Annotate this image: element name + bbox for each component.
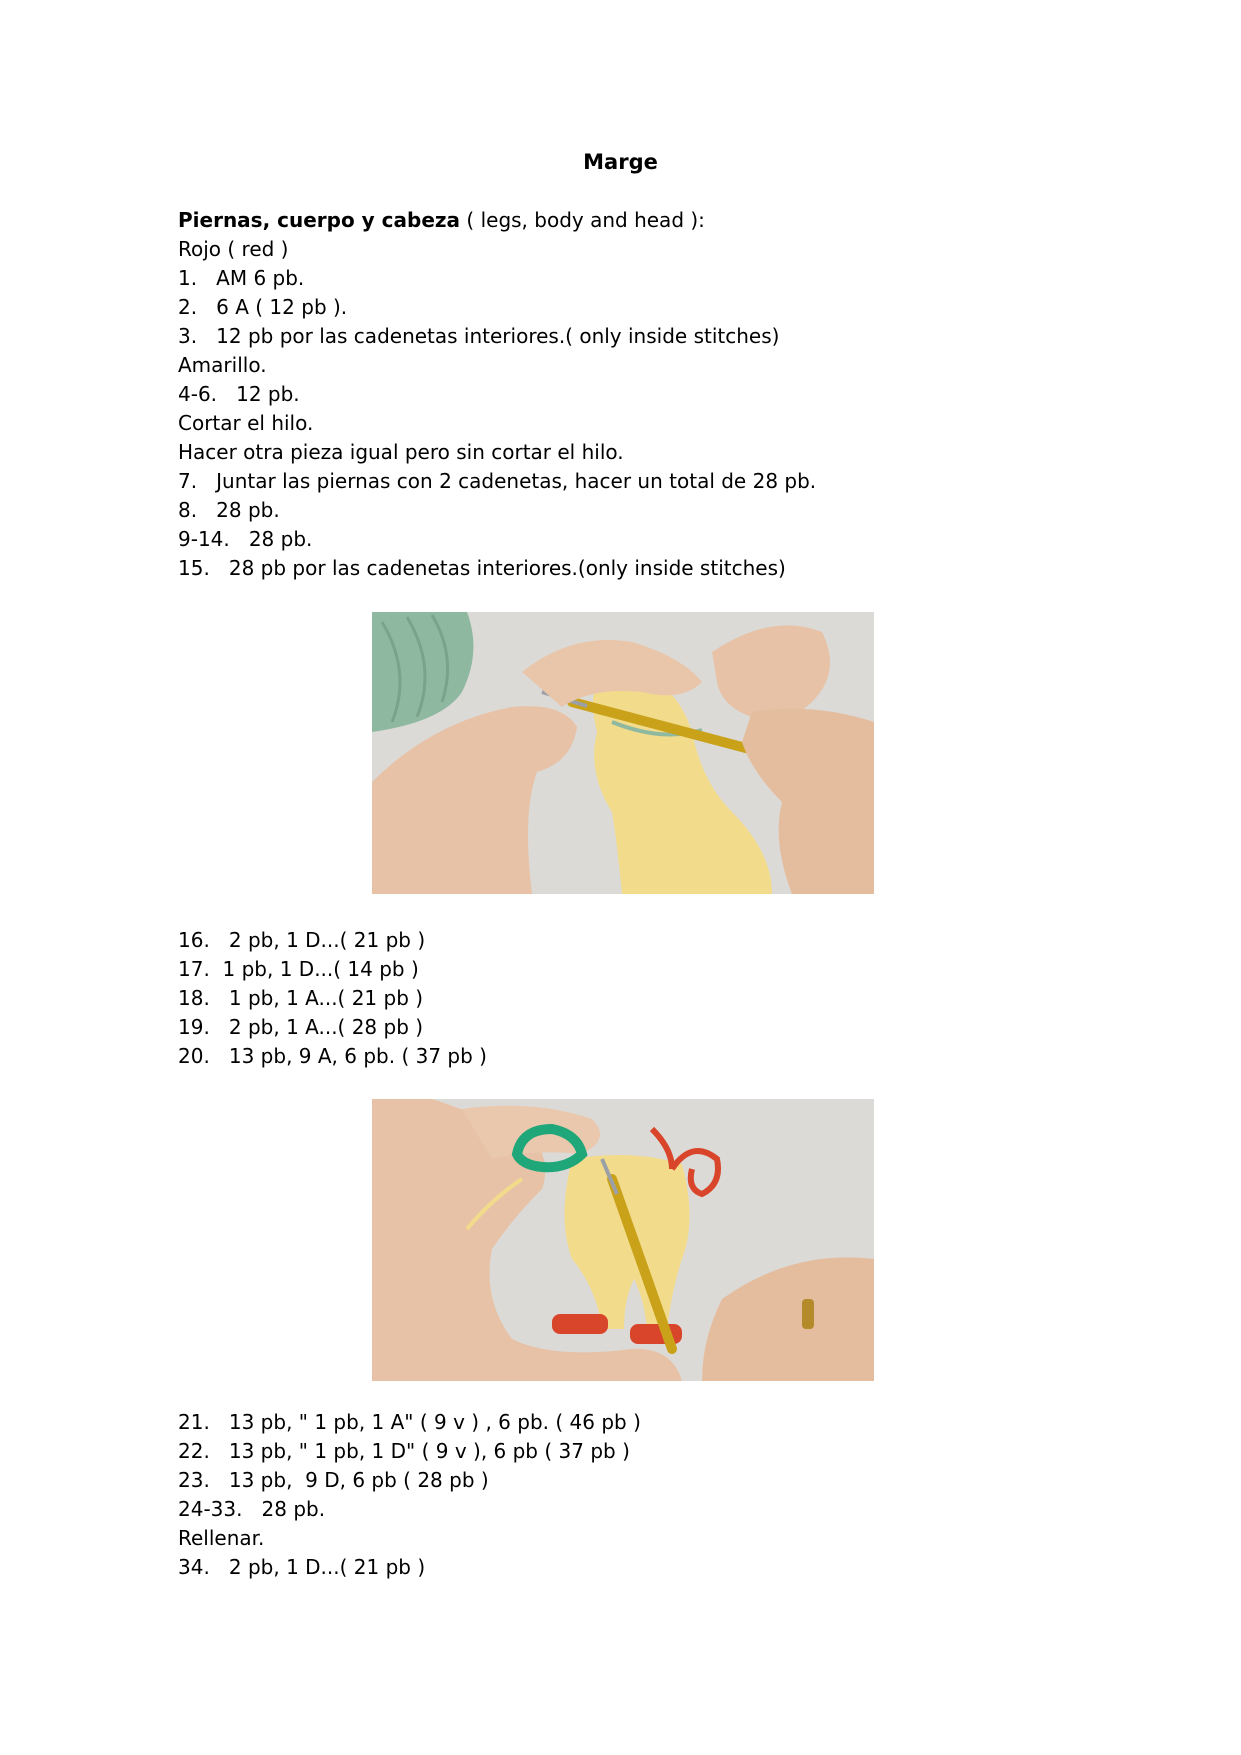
section-heading-rest: ( legs, body and head ): [460,208,705,232]
instruction-line: Rojo ( red ) [178,237,289,261]
section-heading-bold: Piernas, cuerpo y cabeza [178,208,461,232]
instruction-line: 15. 28 pb por las cadenetas interiores.(only inside stitches) [178,556,786,580]
instructions-part-3 [178,1408,1178,1582]
instruction-line: 16. 2 pb, 1 D...( 21 pb ) [178,928,426,952]
instruction-line: 7. Juntar las piernas con 2 cadenetas, hacer un total de 28 pb. [178,469,817,493]
instruction-line: 23. 13 pb, 9 D, 6 pb ( 28 pb ) [178,1468,489,1492]
instruction-line: 2. 6 A ( 12 pb ). [178,295,348,319]
instruction-line: 20. 13 pb, 9 A, 6 pb. ( 37 pb ) [178,1044,487,1068]
instruction-line: 21. 13 pb, " 1 pb, 1 A" ( 9 v ) , 6 pb. ( 46 pb ) [178,1410,641,1434]
instruction-line: 9-14. 28 pb. [178,527,313,551]
instruction-line: 24-33. 28 pb. [178,1497,326,1521]
crochet-photo-body [372,1099,874,1381]
instruction-line: 1. AM 6 pb. [178,266,305,290]
instructions-part-2 [178,926,1178,1071]
instruction-line: Rellenar. [178,1526,265,1550]
instruction-line: Hacer otra pieza igual pero sin cortar el hilo. [178,440,624,464]
instruction-line: 18. 1 pb, 1 A...( 21 pb ) [178,986,424,1010]
crochet-photo-body-image [372,1099,874,1381]
document-title: Marge [583,150,658,174]
instruction-line: Amarillo. [178,353,267,377]
instruction-line: Cortar el hilo. [178,411,314,435]
instruction-line: 34. 2 pb, 1 D...( 21 pb ) [178,1555,426,1579]
instruction-line: 19. 2 pb, 1 A...( 28 pb ) [178,1015,424,1039]
instruction-line: 17. 1 pb, 1 D...( 14 pb ) [178,957,419,981]
crochet-photo-legs [372,612,874,894]
section-heading [178,206,1178,235]
instruction-line: 8. 28 pb. [178,498,280,522]
instructions-part-1 [178,206,1178,583]
crochet-photo-legs-image [372,612,874,894]
instruction-line: 4-6. 12 pb. [178,382,300,406]
instruction-line: 3. 12 pb por las cadenetas interiores.( only inside stitches) [178,324,780,348]
instruction-line: 22. 13 pb, " 1 pb, 1 D" ( 9 v ), 6 pb ( 37 pb ) [178,1439,630,1463]
